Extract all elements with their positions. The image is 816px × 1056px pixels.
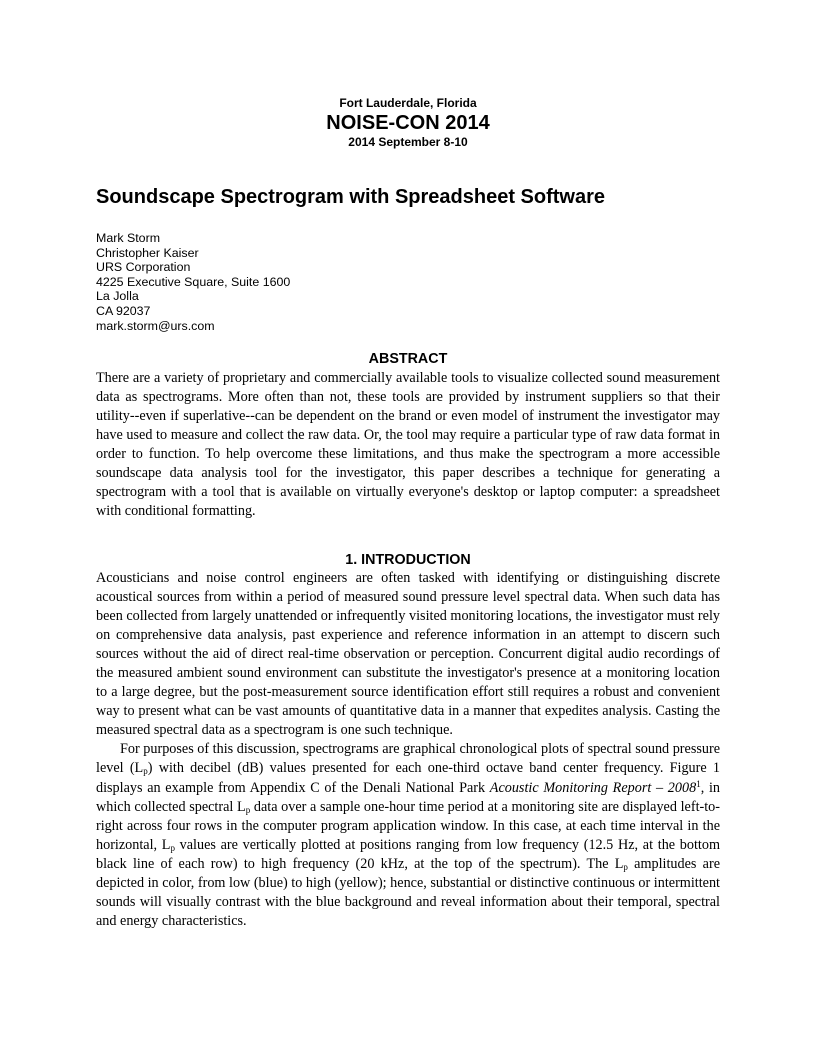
address-line: 4225 Executive Square, Suite 1600 bbox=[96, 274, 291, 289]
intro-paragraph-2: For purposes of this discussion, spectrograms are graphical chronological plots of spectral sound pressure level $(L_p)$ with decibel (dB) values presented for each one-third octave band center frequency. Figure 1 displays an example from Appendix C of the Denali National Park Acoustic Monitoring Report – 2008$^1$, in which collected spectral $L_p$ data over a sample one-hour time period at a monitoring site are displayed left-to-right across four rows in the computer program application window. In this case, at each time interval in the horizontal, $L_p$ values are vertically plotted at positions ranging from low frequency (12.5 Hz, at the bottom black line of each row) to high frequency (20 kHz, at the top of the spectrum). The $L_p$ amplitudes are depicted in color, from low (blue) to high (yellow); hence, substantial or distinctive continuous or intermittent sounds will visually contrast with the blue background and reveal information about their temporal, spectral and energy characteristics. bbox=[96, 741, 721, 929]
intro-paragraph-1: Acousticians and noise control engineers are often tasked with identifying or distinguishing discrete acoustical sources from within a period of measured sound pressure level spectral data. When such data has been collected from largely unattended or infrequently visited monitoring locations, the investigator must rely on comprehensive data analysis, past experience and reference information in an attempt to discern such sources without the aid of direct real-time observation or perception. Concurrent digital audio recordings of the measured ambient sound environment can substitute the investigator's presence at a monitoring location to a large degree, but the post-measurement source identification effort still requires a robust and convenient way to present what can be vast amounts of quantitative data in a manner that expedites analysis. Casting the measured spectral data as a spectrogram is one such technique. bbox=[96, 570, 720, 739]
address-city: La Jolla bbox=[96, 289, 139, 304]
author-name: Mark Storm bbox=[96, 231, 161, 245]
author-block bbox=[96, 231, 720, 333]
introduction-heading: 1. INTRODUCTION bbox=[345, 552, 471, 568]
address-postcode: CA 92037 bbox=[96, 303, 151, 318]
author-name: Christopher Kaiser bbox=[96, 245, 199, 260]
abstract-section bbox=[96, 369, 720, 521]
reference-marker: 1 bbox=[696, 778, 701, 789]
conference-dates: 2014 September 8-10 bbox=[348, 135, 468, 149]
conference-header bbox=[0, 96, 816, 149]
abstract-text: There are a variety of proprietary and commercially available tools to visualize collected sound measurement data as spectrograms. More often than not, these tools are provided by instrument suppliers so that their utility--even if superlative--can be dependent on the brand or even model of instrument the investigator may have used to measure and collect the raw data. Or, the tool may require a particular type of raw data format in order to function. To help overcome these limitations, and thus make the spectrogram a more accessible soundscape data analysis tool for the investigator, this paper describes a technique for generating a spectrogram with a tool that is available on virtually everyone's desktop or laptop computer: a spreadsheet with conditional formatting. bbox=[96, 370, 720, 520]
affiliation: URS Corporation bbox=[96, 260, 191, 275]
conference-name: NOISE-CON 2014 bbox=[326, 112, 490, 134]
author-email: mark.storm@urs.com bbox=[96, 318, 215, 333]
introduction-section bbox=[96, 569, 720, 931]
abstract-heading: ABSTRACT bbox=[368, 351, 448, 367]
report-title: Acoustic Monitoring Report – 2008 bbox=[489, 779, 697, 796]
paper-title: Soundscape Spectrogram with Spreadsheet Software bbox=[96, 186, 606, 208]
conference-location: Fort Lauderdale, Florida bbox=[339, 96, 477, 110]
